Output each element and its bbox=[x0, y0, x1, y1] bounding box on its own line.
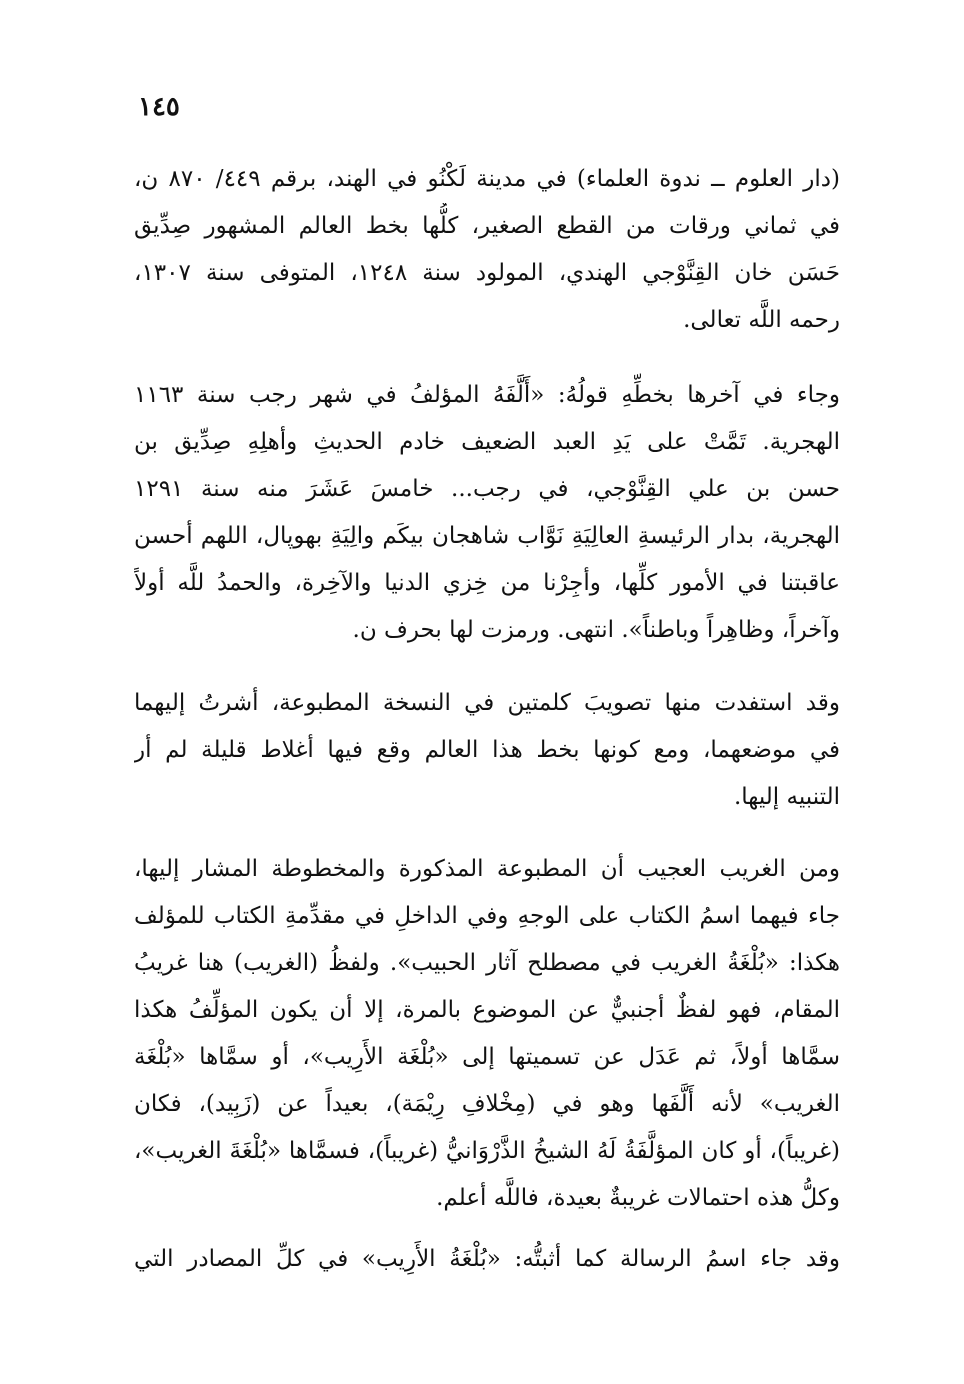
text-line: (دار العلوم ــ ندوة العلماء) في مدينة لَكْنُو في الهند، برقم ٤٤٩/ ٨٧٠ ن، bbox=[134, 166, 840, 192]
paragraph-2 bbox=[134, 372, 840, 654]
page-number: ١٤٥ bbox=[138, 92, 180, 122]
text-line: رحمه اللَّه تعالى. bbox=[683, 307, 840, 333]
text-line: المقام، فهو لفظٌ أجنبيٌّ عن الموضوع بالمرة، إلا أن يكون المؤلِّفُ هكذا bbox=[134, 997, 840, 1023]
text-line: وجاء في آخرها بخطِّهِ قولُهُ: «أَلَّفَهُ المؤلفُ في شهر رجب سنة ١١٦٣ bbox=[134, 382, 840, 408]
paragraph-5 bbox=[134, 1236, 840, 1283]
paragraph-3 bbox=[134, 680, 840, 821]
text-line: ومن الغريب العجيب أن المطبوعة المذكورة والمخطوطة المشار إليها، bbox=[134, 856, 840, 882]
text-line: الهجرية. تَمَّتْ على يَدِ العبد الضعيف خادم الحديثِ وأهلِهِ صِدِّيق بن bbox=[134, 429, 840, 455]
text-line: الهجرية، بدار الرئيسةِ العالِيَةِ نَوَّاب شاهجان بيكَم والِيَةِ بهوپال، اللهم أحسن bbox=[134, 523, 840, 549]
text-line: هكذا: «بُلْغَةُ الغريب في مصطلح آثار الحبيب». ولفظُ (الغريب) هنا غريبُ bbox=[134, 950, 840, 976]
text-line: حسن بن علي القِنَّوْجي، في رجب... خامسَ عَشَرَ منه سنة ١٢٩١ bbox=[134, 476, 840, 502]
paragraph-1 bbox=[134, 156, 840, 344]
text-line: جاء فيهما اسمُ الكتاب على الوجهِ وفي الداخلِ في مقدِّمةِ الكتاب للمؤلف bbox=[134, 903, 840, 929]
text-line: سمَّاها أولاً، ثم عَدَل عن تسميتها إلى «بُلْغَة الأَرِيب»، أو سمَّاها «بُلْغَة bbox=[134, 1044, 840, 1070]
paragraph-4 bbox=[134, 846, 840, 1222]
text-line: في موضعهما، ومع كونها بخط هذا العالم وقع فيها أغلاط قليلة لم أر bbox=[134, 737, 840, 763]
text-line: وآخراً، وظاهِراً وباطناً». انتهى. ورمزت لها بحرف ن. bbox=[352, 617, 840, 643]
text-line: وكلُّ هذه احتمالات غريبةٌ بعيدة، فاللَّه أعلم. bbox=[436, 1185, 840, 1211]
text-line: (غريباً)، أو كان المؤلَّفَةُ لَهُ الشيخُ الذَّرْوَانيُّ (غريباً)، فسمَّاها «بُلْغَةَ الغريب»، bbox=[134, 1138, 840, 1164]
text-line: وقد جاء اسمُ الرسالة كما أثبتُّه: «بُلْغَةُ الأَرِيب» في كلِّ المصادر التي bbox=[134, 1246, 840, 1272]
text-line: الغريب» لأنه أَلَّفَها وهو في (مِخْلافِ رِيْمَة)، بعيداً عن (زَبِيد)، فكان bbox=[134, 1091, 840, 1117]
text-line: في ثماني ورقات من القطع الصغير، كلُّها بخط العالم المشهور صِدِّيق bbox=[134, 213, 840, 239]
text-line: وقد استفدت منها تصويبَ كلمتين في النسخة المطبوعة، أشرتُ إليهما bbox=[134, 690, 840, 716]
text-line: حَسَن خان القِنَّوْجي الهندي، المولود سنة ١٢٤٨، المتوفى سنة ١٣٠٧، bbox=[134, 260, 840, 286]
text-line: التنبيه إليها. bbox=[733, 784, 840, 810]
text-line: عاقبتنا في الأمور كلِّها، وأجِرْنا من خِزي الدنيا والآخِرة، والحمدُ للَّه أولاً bbox=[134, 570, 840, 596]
